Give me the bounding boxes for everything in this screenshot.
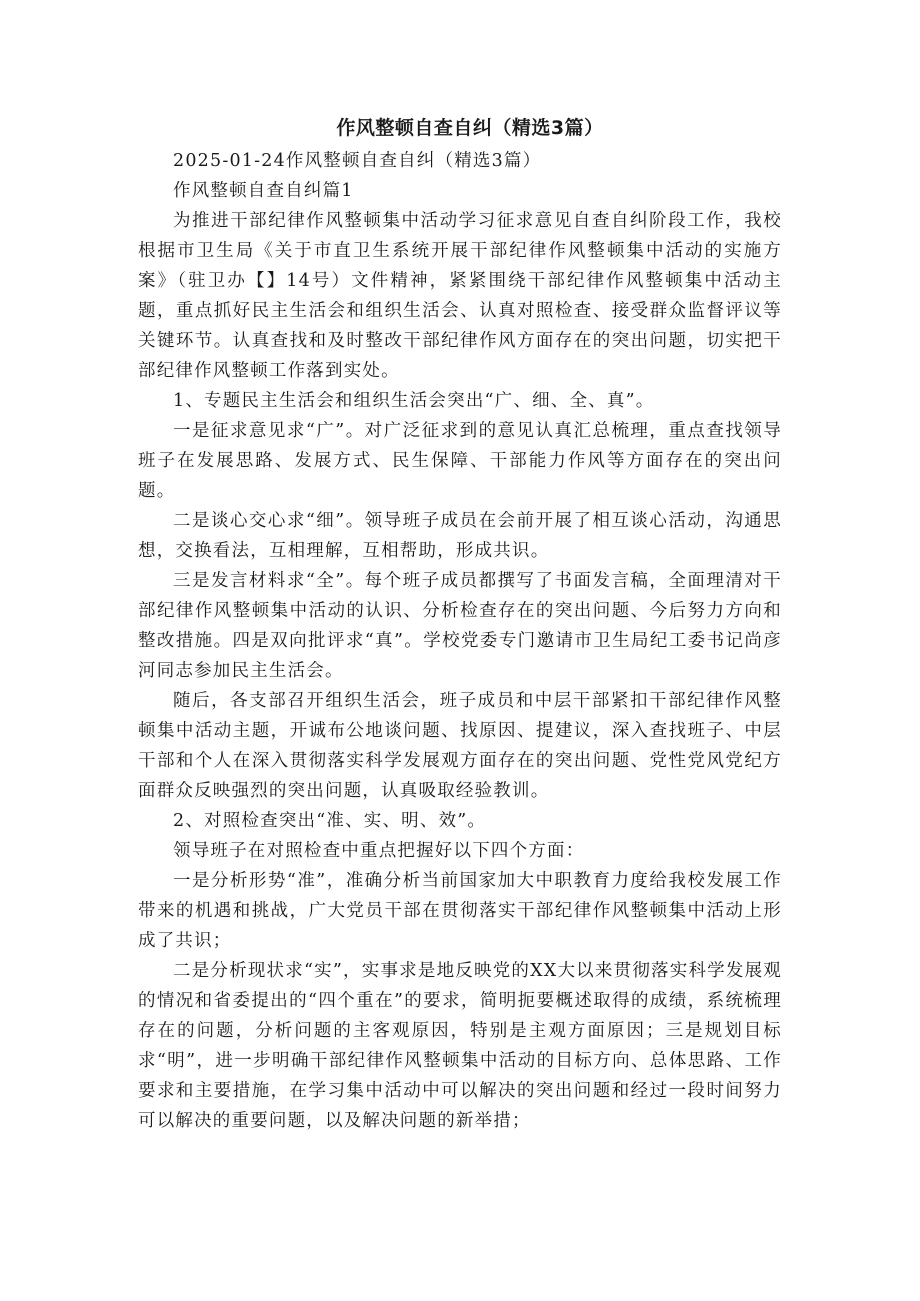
document-title: 作风整顿自查自纠（精选3篇）	[336, 117, 604, 139]
paragraph-point-1: 1、专题民主生活会和组织生活会突出“广、细、全、真”。	[173, 391, 655, 411]
document-date-line: 2025-01-24作风整顿自查自纠（精选3篇）	[173, 151, 542, 171]
paragraph-point-2: 2、对照检查突出“准、实、明、效”。	[173, 811, 487, 831]
paragraph-followup: 随后，各支部召开组织生活会，班子成员和中层干部紧扣干部纪律作风整顿集中活动主题，开诚布公地谈问题、找原因、提建议，深入查找班子、中层干部和个人在深入贯彻落实科学发展观方面存在的突出问题、党性党风党纪方面群众反映强烈的突出问题，认真吸取经验教训。	[138, 691, 782, 801]
paragraph-zhun: 一是分析形势“准”，准确分析当前国家加大中职教育力度给我校发展工作带来的机遇和挑战，广大党员干部在贯彻落实干部纪律作风整顿集中活动上形成了共识；	[138, 871, 782, 951]
paragraph-guang: 一是征求意见求“广”。对广泛征求到的意见认真汇总梳理，重点查找领导班子在发展思路、发展方式、民生保障、干部能力作风等方面存在的突出问题。	[138, 421, 782, 501]
paragraph-four-aspects: 领导班子在对照检查中重点把握好以下四个方面：	[173, 841, 585, 861]
document-page	[138, 112, 782, 1136]
paragraph-intro: 为推进干部纪律作风整顿集中活动学习征求意见自查自纠阶段工作，我校根据市卫生局《关于市直卫生系统开展干部纪律作风整顿集中活动的实施方案》（驻卫办【】14号）文件精神，紧紧围绕干部纪律作风整顿集中活动主题，重点抓好民主生活会和组织生活会、认真对照检查、接受群众监督评议等关键环节。认真查找和及时整改干部纪律作风方面存在的突出问题，切实把干部纪律作风整顿工作落到实处。	[138, 211, 782, 381]
section-heading: 作风整顿自查自纠篇1	[173, 181, 354, 201]
paragraph-quan-zhen: 三是发言材料求“全”。每个班子成员都撰写了书面发言稿，全面理清对干部纪律作风整顿集中活动的认识、分析检查存在的突出问题、今后努力方向和整改措施。四是双向批评求“真”。学校党委专门邀请市卫生局纪工委书记尚彦河同志参加民主生活会。	[138, 571, 782, 681]
paragraph-xi: 二是谈心交心求“细”。领导班子成员在会前开展了相互谈心活动，沟通思想，交换看法，互相理解，互相帮助，形成共识。	[138, 511, 782, 561]
paragraph-shi-ming: 二是分析现状求“实”，实事求是地反映党的XX大以来贯彻落实科学发展观的情况和省委提出的“四个重在”的要求，简明扼要概述取得的成绩，系统梳理存在的问题，分析问题的主客观原因，特别是主观方面原因；三是规划目标求“明”，进一步明确干部纪律作风整顿集中活动的目标方向、总体思路、工作要求和主要措施，在学习集中活动中可以解决的突出问题和经过一段时间努力可以解决的重要问题，以及解决问题的新举措；	[138, 961, 782, 1131]
